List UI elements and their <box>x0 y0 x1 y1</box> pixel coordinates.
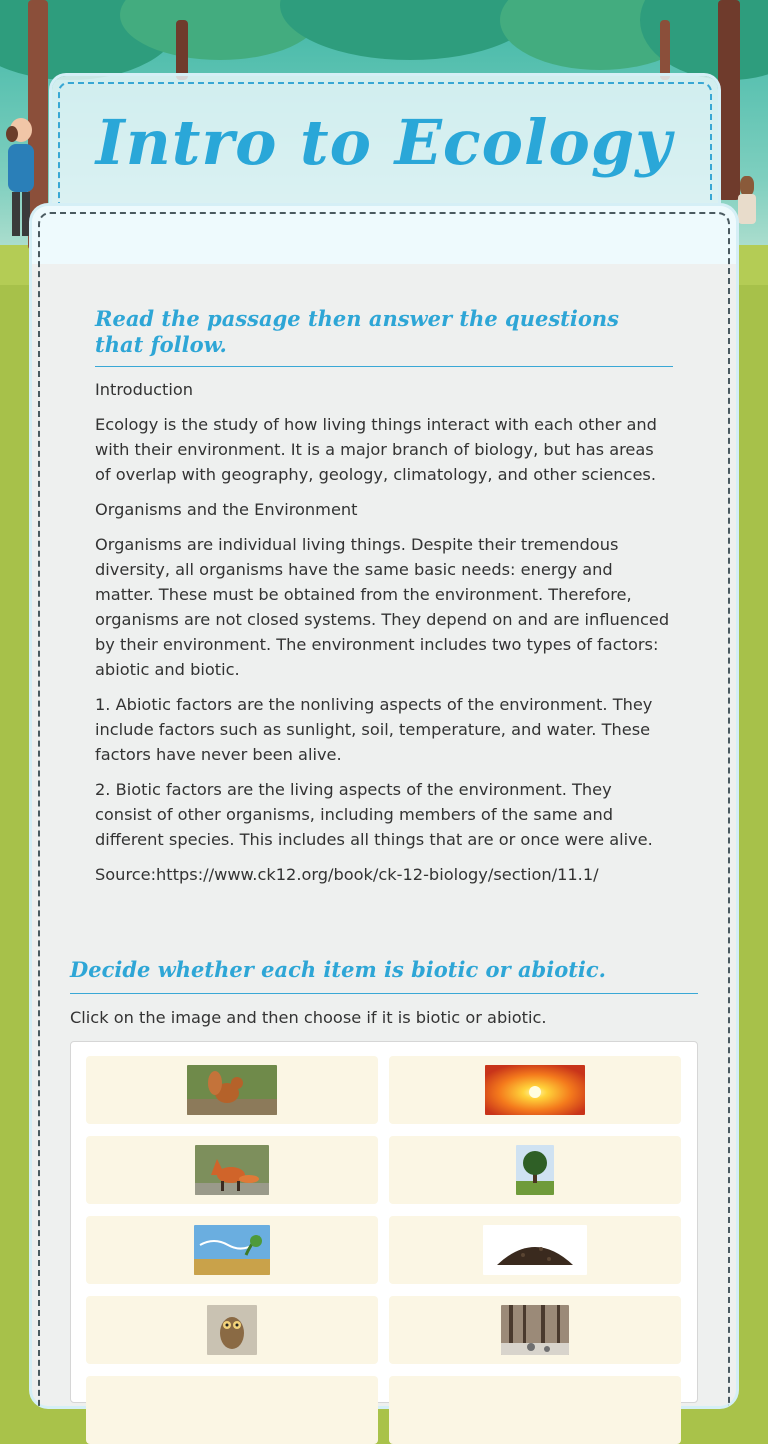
sort-item-squirrel[interactable] <box>86 1056 378 1124</box>
windy-field-photo <box>194 1225 270 1275</box>
passage-paragraph: Ecology is the study of how living things interact with each other and with their environment. It is a major branch of biology, but has areas of overlap with geography, geology, climatology, and other sciences. <box>95 415 657 484</box>
owl-photo <box>207 1305 257 1355</box>
squirrel-photo <box>187 1065 277 1115</box>
sort-item-grid <box>70 1041 698 1403</box>
sort-instructions: Click on the image and then choose if it is biotic or abiotic. <box>70 1008 547 1027</box>
sort-item-fox[interactable] <box>86 1136 378 1204</box>
passage-paragraph: Organisms are individual living things. Despite their tremendous diversity, all organisms have the same basic needs: energy and matter. These must be obtained from the environment. Therefore, organisms are not closed systems. They depend on and are influenced by their environment. The environment includes two types of factors: abiotic and biotic. <box>95 535 670 679</box>
passage-paragraph: 2. Biotic factors are the living aspects of the environment. They consist of other organisms, including members of the same and different species. This includes all things that are or once were alive. <box>95 780 653 849</box>
passage-heading: Read the passage then answer the questions that follow. <box>95 306 619 357</box>
sort-item-tree[interactable] <box>389 1136 681 1204</box>
sort-item-row5-left[interactable] <box>86 1376 378 1444</box>
heading-divider <box>70 993 698 994</box>
passage-paragraph: 1. Abiotic factors are the nonliving aspects of the environment. They include factors such as sunlight, soil, temperature, and water. These factors have never been alive. <box>95 695 653 764</box>
deer-illustration <box>736 170 758 230</box>
passage-paragraph: Introduction <box>95 380 194 399</box>
soil-pile-photo <box>483 1225 587 1275</box>
sort-item-sun[interactable] <box>389 1056 681 1124</box>
sort-item-row5-right[interactable] <box>389 1376 681 1444</box>
heading-divider <box>95 366 673 367</box>
tree-photo <box>516 1145 554 1195</box>
page-title: Intro to Ecology <box>95 106 673 179</box>
sort-item-owl[interactable] <box>86 1296 378 1364</box>
sort-item-burnt-forest[interactable] <box>389 1296 681 1364</box>
fox-photo <box>195 1145 269 1195</box>
sort-activity-section <box>70 957 698 1030</box>
burnt-forest-photo <box>501 1305 569 1355</box>
passage-section <box>95 306 673 897</box>
sunset-sun-photo <box>485 1065 585 1115</box>
passage-source: Source:https://www.ck12.org/book/ck-12-biology/section/11.1/ <box>95 865 599 884</box>
passage-paragraph: Organisms and the Environment <box>95 500 358 519</box>
sort-item-soil[interactable] <box>389 1216 681 1284</box>
sort-item-wind[interactable] <box>86 1216 378 1284</box>
sort-activity-heading: Decide whether each item is biotic or abiotic. <box>70 957 606 982</box>
